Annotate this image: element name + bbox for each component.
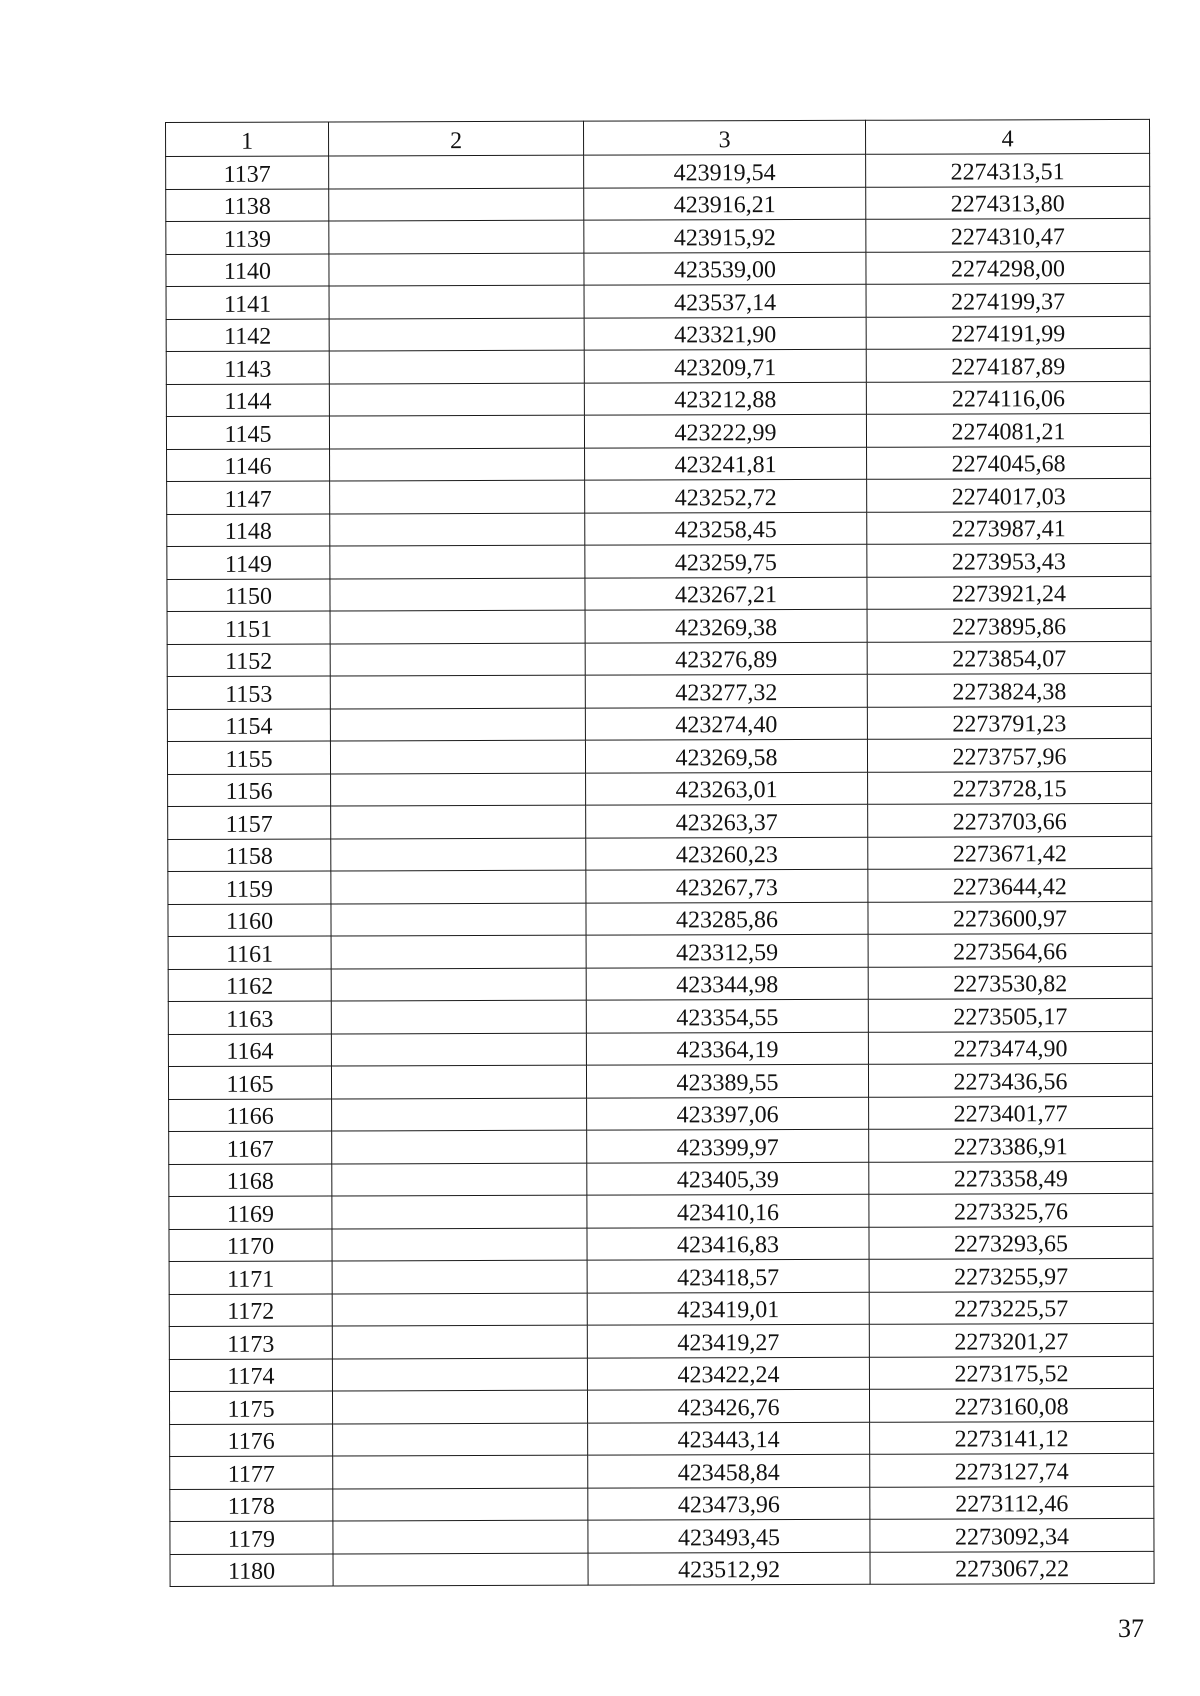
table-cell-col-2	[329, 253, 584, 286]
table-row	[169, 1128, 1153, 1164]
table-row	[169, 1161, 1153, 1197]
table-cell-col-1: 1161	[168, 936, 331, 969]
table-cell-col-4: 2273436,56	[868, 1063, 1152, 1096]
table-cell-col-4: 2274199,37	[866, 283, 1150, 316]
table-row	[168, 998, 1152, 1034]
table-cell-col-1: 1137	[166, 156, 329, 189]
table-cell-col-2	[332, 1098, 587, 1131]
table-cell-col-3: 423389,55	[586, 1064, 868, 1097]
table-cell-col-3: 423212,88	[584, 382, 866, 415]
table-cell-col-4: 2273987,41	[867, 511, 1151, 544]
table-cell-col-3: 423405,39	[587, 1162, 869, 1195]
table-cell-col-2	[330, 643, 585, 676]
table-cell-col-2	[330, 448, 585, 481]
table-row	[170, 1486, 1154, 1522]
table-cell-col-4: 2274310,47	[866, 218, 1150, 251]
table-row	[166, 381, 1150, 417]
table-cell-col-1: 1155	[167, 741, 330, 774]
table-cell-col-4: 2273600,97	[868, 901, 1152, 934]
page-number: 37	[1118, 1614, 1144, 1643]
table-cell-col-4: 2273474,90	[868, 1031, 1152, 1064]
table-cell-col-2	[331, 870, 586, 903]
table-cell-col-4: 2273067,22	[870, 1551, 1154, 1584]
table-cell-col-1: 1174	[169, 1358, 332, 1391]
table-cell-col-4: 2273255,97	[869, 1258, 1153, 1291]
table-cell-col-3: 423267,73	[586, 869, 868, 902]
table-cell-col-4: 2274017,03	[867, 478, 1151, 511]
table-cell-col-3: 423419,27	[587, 1324, 869, 1357]
table-cell-col-1: 1149	[167, 546, 330, 579]
table-cell-col-3: 423209,71	[584, 349, 866, 382]
table-row	[170, 1421, 1154, 1457]
table-cell-col-3: 423269,58	[585, 739, 867, 772]
table-cell-col-1: 1146	[167, 448, 330, 481]
table-cell-col-2	[332, 1195, 587, 1228]
table-row	[166, 413, 1150, 449]
table-cell-col-2	[330, 578, 585, 611]
table-cell-col-2	[332, 1163, 587, 1196]
table-cell-col-2	[332, 1325, 587, 1358]
table-cell-col-2	[333, 1423, 588, 1456]
table-cell-col-1: 1177	[170, 1456, 333, 1489]
table-row	[166, 218, 1150, 254]
table-cell-col-1: 1164	[168, 1033, 331, 1066]
table-row	[170, 1518, 1154, 1554]
table-cell-col-2	[332, 1260, 587, 1293]
header-col-1: 1	[166, 122, 329, 157]
table-cell-col-3: 423222,99	[584, 414, 866, 447]
table-cell-col-2	[329, 188, 584, 221]
table-cell-col-4: 2273895,86	[867, 608, 1151, 641]
header-col-2: 2	[329, 121, 584, 156]
table-cell-col-1: 1152	[167, 643, 330, 676]
table-cell-col-3: 423354,55	[586, 999, 868, 1032]
table-cell-col-4: 2273175,52	[869, 1356, 1153, 1389]
table-row	[169, 1096, 1153, 1132]
table-cell-col-1: 1148	[167, 513, 330, 546]
table-row	[168, 933, 1152, 969]
table-row	[166, 348, 1150, 384]
table-cell-col-1: 1138	[166, 188, 329, 221]
table-cell-col-1: 1143	[166, 351, 329, 384]
table-cell-col-2	[331, 838, 586, 871]
table-cell-col-2	[329, 350, 584, 383]
table-cell-col-1: 1157	[168, 806, 331, 839]
table-cell-col-2	[333, 1455, 588, 1488]
table-cell-col-3: 423364,19	[586, 1032, 868, 1065]
table-cell-col-3: 423399,97	[587, 1129, 869, 1162]
table-cell-col-1: 1154	[167, 708, 330, 741]
table-row	[166, 153, 1150, 189]
table-cell-col-4: 2273092,34	[870, 1518, 1154, 1551]
table-cell-col-4: 2273671,42	[868, 836, 1152, 869]
table-cell-col-4: 2274045,68	[867, 446, 1151, 479]
table-row	[169, 1226, 1153, 1262]
table-row	[167, 446, 1151, 482]
table-cell-col-2	[331, 773, 586, 806]
table-cell-col-1: 1162	[168, 968, 331, 1001]
table-cell-col-3: 423473,96	[588, 1487, 870, 1520]
table-row	[169, 1388, 1153, 1424]
table-cell-col-4: 2273953,43	[867, 543, 1151, 576]
table-cell-col-2	[329, 155, 584, 188]
table-cell-col-4: 2273325,76	[869, 1193, 1153, 1226]
table-cell-col-4: 2273127,74	[870, 1453, 1154, 1486]
table-cell-col-1: 1170	[169, 1228, 332, 1261]
table-cell-col-2	[330, 610, 585, 643]
table-cell-col-4: 2273791,23	[867, 706, 1151, 739]
table-cell-col-2	[329, 415, 584, 448]
table-cell-col-3: 423397,06	[587, 1097, 869, 1130]
table-cell-col-4: 2274116,06	[866, 381, 1150, 414]
table-cell-col-3: 423493,45	[588, 1519, 870, 1552]
table-cell-col-3: 423916,21	[584, 187, 866, 220]
table-cell-col-1: 1171	[169, 1261, 332, 1294]
table-cell-col-4: 2273728,15	[868, 771, 1152, 804]
table-row	[166, 283, 1150, 319]
table-cell-col-1: 1175	[169, 1391, 332, 1424]
table-cell-col-4: 2273757,96	[867, 738, 1151, 771]
table-cell-col-4: 2273225,57	[869, 1291, 1153, 1324]
table-row	[170, 1453, 1154, 1489]
table-cell-col-2	[330, 675, 585, 708]
table-cell-col-1: 1156	[168, 773, 331, 806]
table-row	[168, 771, 1152, 807]
table-cell-col-2	[333, 1488, 588, 1521]
table-cell-col-3: 423269,38	[585, 609, 867, 642]
table-cell-col-4: 2273644,42	[868, 868, 1152, 901]
table-row	[167, 576, 1151, 612]
table-row	[168, 966, 1152, 1002]
table-cell-col-3: 423458,84	[588, 1454, 870, 1487]
table-cell-col-4: 2274081,21	[866, 413, 1150, 446]
table-cell-col-4: 2273921,24	[867, 576, 1151, 609]
table-cell-col-4: 2273141,12	[870, 1421, 1154, 1454]
table-cell-col-3: 423285,86	[586, 902, 868, 935]
table-cell-col-1: 1166	[169, 1098, 332, 1131]
table-row	[169, 1193, 1153, 1229]
table-row	[166, 316, 1150, 352]
coordinates-table	[165, 119, 1155, 1587]
table-cell-col-4: 2274298,00	[866, 251, 1150, 284]
table-row	[168, 803, 1152, 839]
table-row	[169, 1258, 1153, 1294]
table-row	[167, 608, 1151, 644]
table-cell-col-3: 423919,54	[584, 154, 866, 187]
table-cell-col-1: 1168	[169, 1163, 332, 1196]
table-cell-col-4: 2273824,38	[867, 673, 1151, 706]
table-row	[167, 478, 1151, 514]
table-row	[167, 641, 1151, 677]
table-row	[169, 1291, 1153, 1327]
table-cell-col-3: 423259,75	[585, 544, 867, 577]
table-cell-col-2	[331, 935, 586, 968]
table-cell-col-3: 423252,72	[585, 479, 867, 512]
table-row	[167, 543, 1151, 579]
table-cell-col-4: 2273160,08	[869, 1388, 1153, 1421]
table-cell-col-3: 423537,14	[584, 284, 866, 317]
table-row	[170, 1551, 1154, 1587]
table-cell-col-3: 423539,00	[584, 252, 866, 285]
table-row	[169, 1323, 1153, 1359]
table-cell-col-3: 423418,57	[587, 1259, 869, 1292]
table-cell-col-1: 1179	[170, 1521, 333, 1554]
table-cell-col-1: 1145	[166, 416, 329, 449]
table-cell-col-4: 2273564,66	[868, 933, 1152, 966]
table-cell-col-3: 423276,89	[585, 642, 867, 675]
table-cell-col-1: 1173	[169, 1326, 332, 1359]
table-cell-col-1: 1151	[167, 611, 330, 644]
table-cell-col-2	[329, 285, 584, 318]
table-cell-col-1: 1150	[167, 578, 330, 611]
table-cell-col-1: 1178	[170, 1488, 333, 1521]
table-cell-col-1: 1165	[168, 1066, 331, 1099]
table-cell-col-3: 423260,23	[586, 837, 868, 870]
table-cell-col-4: 2273201,27	[869, 1323, 1153, 1356]
table-row	[168, 1031, 1152, 1067]
header-col-3: 3	[583, 120, 865, 155]
table-cell-col-1: 1144	[166, 383, 329, 416]
table-cell-col-1: 1160	[168, 903, 331, 936]
table-cell-col-3: 423258,45	[585, 512, 867, 545]
table-cell-col-3: 423915,92	[584, 219, 866, 252]
table-cell-col-3: 423263,01	[586, 772, 868, 805]
table-cell-col-3: 423416,83	[587, 1227, 869, 1260]
table-cell-col-4: 2273293,65	[869, 1226, 1153, 1259]
table-cell-col-1: 1158	[168, 838, 331, 871]
table-body	[166, 153, 1154, 1586]
table-cell-col-4: 2274191,99	[866, 316, 1150, 349]
table-cell-col-3: 423512,92	[588, 1552, 870, 1585]
table-cell-col-1: 1167	[169, 1131, 332, 1164]
table-cell-col-2	[331, 1033, 586, 1066]
table-row	[168, 901, 1152, 937]
table-cell-col-4: 2274313,80	[866, 186, 1150, 219]
table-cell-col-3: 423321,90	[584, 317, 866, 350]
table-cell-col-4: 2273358,49	[869, 1161, 1153, 1194]
table-cell-col-2	[332, 1228, 587, 1261]
table-cell-col-1: 1153	[167, 676, 330, 709]
table-cell-col-4: 2273401,77	[869, 1096, 1153, 1129]
table-row	[167, 511, 1151, 547]
table-cell-col-2	[333, 1553, 588, 1586]
table-cell-col-4: 2274313,51	[866, 153, 1150, 186]
table-cell-col-2	[331, 1065, 586, 1098]
table-row	[167, 738, 1151, 774]
table-row	[167, 706, 1151, 742]
table-cell-col-3: 423422,24	[587, 1357, 869, 1390]
table-cell-col-2	[332, 1358, 587, 1391]
table-row	[169, 1356, 1153, 1392]
table-cell-col-4: 2273854,07	[867, 641, 1151, 674]
table-cell-col-2	[330, 740, 585, 773]
table-cell-col-2	[332, 1293, 587, 1326]
table-header	[166, 119, 1150, 156]
table-cell-col-1: 1163	[168, 1001, 331, 1034]
table-cell-col-2	[332, 1130, 587, 1163]
table-cell-col-3: 423443,14	[588, 1422, 870, 1455]
table-cell-col-4: 2274187,89	[866, 348, 1150, 381]
table-cell-col-1: 1142	[166, 318, 329, 351]
table-cell-col-3: 423312,59	[586, 934, 868, 967]
table-cell-col-2	[331, 968, 586, 1001]
table-cell-col-3: 423263,37	[586, 804, 868, 837]
table-cell-col-1: 1159	[168, 871, 331, 904]
table-cell-col-3: 423274,40	[585, 707, 867, 740]
table-cell-col-1: 1140	[166, 253, 329, 286]
table-cell-col-2	[333, 1520, 588, 1553]
table-cell-col-2	[329, 220, 584, 253]
table-cell-col-1: 1176	[170, 1423, 333, 1456]
table-cell-col-3: 423267,21	[585, 577, 867, 610]
table-row	[167, 673, 1151, 709]
table-cell-col-2	[329, 383, 584, 416]
header-col-4: 4	[865, 119, 1149, 154]
table-cell-col-2	[330, 708, 585, 741]
table-row	[168, 868, 1152, 904]
table-row	[166, 251, 1150, 287]
table-row	[166, 186, 1150, 222]
table-cell-col-2	[330, 545, 585, 578]
table-cell-col-2	[332, 1390, 587, 1423]
table-cell-col-4: 2273505,17	[868, 998, 1152, 1031]
table-cell-col-3: 423419,01	[587, 1292, 869, 1325]
table-row	[168, 836, 1152, 872]
table-cell-col-2	[330, 480, 585, 513]
table-cell-col-1: 1147	[167, 481, 330, 514]
table-cell-col-3: 423344,98	[586, 967, 868, 1000]
table-cell-col-3: 423277,32	[585, 674, 867, 707]
table-cell-col-1: 1139	[166, 221, 329, 254]
table-cell-col-3: 423410,16	[587, 1194, 869, 1227]
table-cell-col-2	[331, 903, 586, 936]
table-cell-col-4: 2273112,46	[870, 1486, 1154, 1519]
table-cell-col-1: 1180	[170, 1553, 333, 1586]
table-cell-col-2	[329, 318, 584, 351]
table-cell-col-3: 423426,76	[587, 1389, 869, 1422]
table-cell-col-4: 2273703,66	[868, 803, 1152, 836]
table-cell-col-4: 2273386,91	[869, 1128, 1153, 1161]
table-row	[168, 1063, 1152, 1099]
table-cell-col-1: 1169	[169, 1196, 332, 1229]
table-cell-col-1: 1141	[166, 286, 329, 319]
table-cell-col-4: 2273530,82	[868, 966, 1152, 999]
table-cell-col-1: 1172	[169, 1293, 332, 1326]
table-cell-col-2	[331, 805, 586, 838]
header-row	[166, 119, 1150, 156]
table-cell-col-2	[330, 513, 585, 546]
table-cell-col-2	[331, 1000, 586, 1033]
table-cell-col-3: 423241,81	[585, 447, 867, 480]
